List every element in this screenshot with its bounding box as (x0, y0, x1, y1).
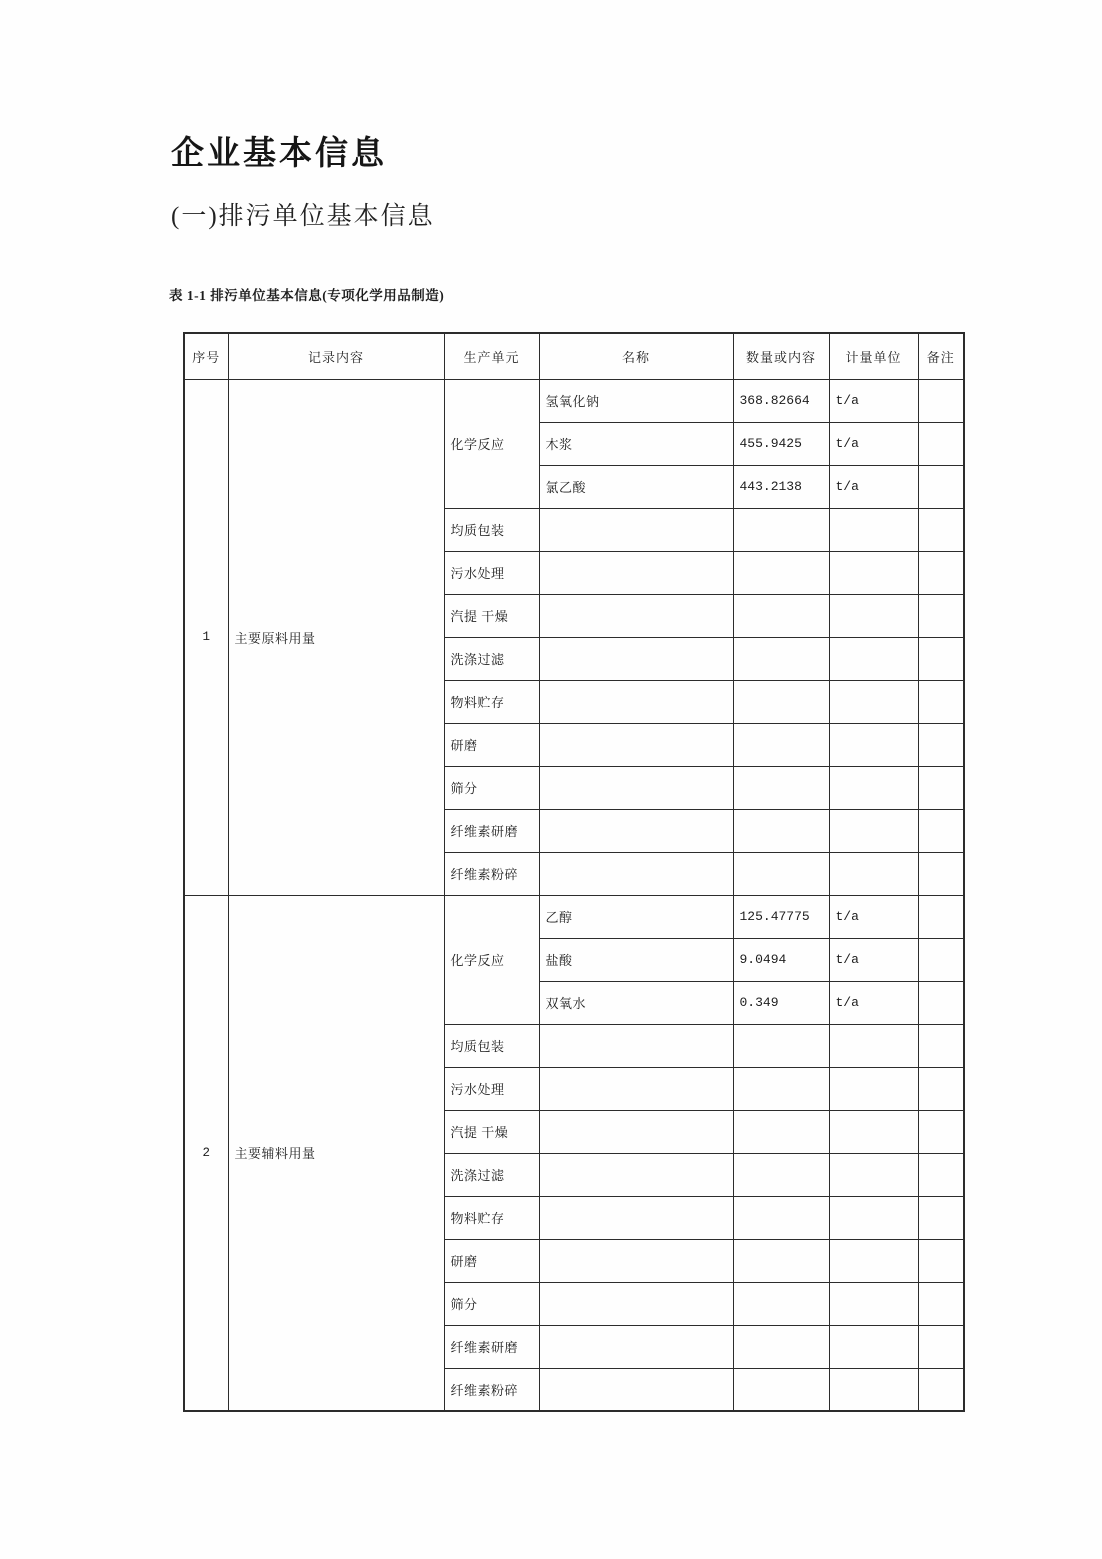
unit-cell (829, 1067, 918, 1110)
unit-cell (829, 594, 918, 637)
production-unit-cell: 筛分 (444, 766, 539, 809)
unit-cell (829, 1024, 918, 1067)
remark-cell (918, 1067, 964, 1110)
production-unit-cell: 化学反应 (444, 895, 539, 1024)
remark-cell (918, 852, 964, 895)
col-header-remark: 备注 (918, 333, 964, 379)
production-unit-cell: 汽提 干燥 (444, 1110, 539, 1153)
remark-cell (918, 379, 964, 422)
unit-cell: t/a (829, 379, 918, 422)
col-header-index: 序号 (184, 333, 228, 379)
material-name-cell: 氢氧化钠 (539, 379, 733, 422)
table-row (184, 895, 964, 938)
section-heading: (一)排污单位基本信息 (171, 203, 435, 230)
unit-cell (829, 1110, 918, 1153)
quantity-cell: 443.2138 (733, 465, 829, 508)
remark-cell (918, 1153, 964, 1196)
col-header-name: 名称 (539, 333, 733, 379)
remark-cell (918, 508, 964, 551)
table-caption: 表 1-1 排污单位基本信息(专项化学用品制造) (169, 288, 445, 303)
remark-cell (918, 594, 964, 637)
quantity-cell (733, 766, 829, 809)
page-title: 企业基本信息 (171, 136, 387, 172)
unit-cell (829, 1282, 918, 1325)
material-name-cell (539, 508, 733, 551)
remark-cell (918, 1239, 964, 1282)
material-name-cell (539, 1153, 733, 1196)
col-header-production-unit: 生产单元 (444, 333, 539, 379)
production-unit-cell: 筛分 (444, 1282, 539, 1325)
production-unit-cell: 污水处理 (444, 551, 539, 594)
material-name-cell: 盐酸 (539, 938, 733, 981)
remark-cell (918, 981, 964, 1024)
col-header-quantity: 数量或内容 (733, 333, 829, 379)
unit-cell (829, 637, 918, 680)
material-name-cell (539, 594, 733, 637)
index-cell: 1 (184, 379, 228, 895)
col-header-record-content: 记录内容 (228, 333, 444, 379)
quantity-cell (733, 1282, 829, 1325)
production-unit-cell: 均质包装 (444, 508, 539, 551)
material-name-cell (539, 852, 733, 895)
material-name-cell (539, 1282, 733, 1325)
table-row (184, 379, 964, 422)
remark-cell (918, 1325, 964, 1368)
unit-cell (829, 680, 918, 723)
quantity-cell (733, 1067, 829, 1110)
quantity-cell (733, 551, 829, 594)
unit-cell (829, 1196, 918, 1239)
quantity-cell (733, 1024, 829, 1067)
remark-cell (918, 1024, 964, 1067)
unit-cell (829, 809, 918, 852)
material-name-cell: 氯乙酸 (539, 465, 733, 508)
unit-cell (829, 1153, 918, 1196)
production-unit-cell: 污水处理 (444, 1067, 539, 1110)
material-name-cell (539, 1325, 733, 1368)
remark-cell (918, 1282, 964, 1325)
quantity-cell: 125.47775 (733, 895, 829, 938)
material-name-cell (539, 1239, 733, 1282)
production-unit-cell: 研磨 (444, 723, 539, 766)
production-unit-cell: 物料贮存 (444, 680, 539, 723)
material-name-cell: 木浆 (539, 422, 733, 465)
material-name-cell (539, 551, 733, 594)
production-unit-cell: 洗涤过滤 (444, 1153, 539, 1196)
quantity-cell (733, 809, 829, 852)
quantity-cell (733, 680, 829, 723)
remark-cell (918, 1368, 964, 1411)
remark-cell (918, 766, 964, 809)
production-unit-cell: 研磨 (444, 1239, 539, 1282)
material-name-cell (539, 1024, 733, 1067)
remark-cell (918, 938, 964, 981)
unit-cell: t/a (829, 895, 918, 938)
material-name-cell (539, 1110, 733, 1153)
unit-cell (829, 852, 918, 895)
record-content-cell: 主要原料用量 (228, 379, 444, 895)
remark-cell (918, 1110, 964, 1153)
remark-cell (918, 551, 964, 594)
production-unit-cell: 纤维素粉碎 (444, 852, 539, 895)
quantity-cell (733, 1153, 829, 1196)
quantity-cell: 0.349 (733, 981, 829, 1024)
production-unit-cell: 纤维素粉碎 (444, 1368, 539, 1411)
unit-cell (829, 1368, 918, 1411)
quantity-cell: 455.9425 (733, 422, 829, 465)
material-name-cell: 乙醇 (539, 895, 733, 938)
unit-cell: t/a (829, 422, 918, 465)
unit-cell (829, 1239, 918, 1282)
quantity-cell: 9.0494 (733, 938, 829, 981)
remark-cell (918, 680, 964, 723)
quantity-cell (733, 594, 829, 637)
production-unit-cell: 洗涤过滤 (444, 637, 539, 680)
production-unit-cell: 纤维素研磨 (444, 1325, 539, 1368)
unit-cell (829, 1325, 918, 1368)
remark-cell (918, 637, 964, 680)
material-name-cell (539, 809, 733, 852)
production-unit-cell: 均质包装 (444, 1024, 539, 1067)
material-name-cell: 双氧水 (539, 981, 733, 1024)
material-name-cell (539, 637, 733, 680)
material-name-cell (539, 1196, 733, 1239)
production-unit-cell: 物料贮存 (444, 1196, 539, 1239)
remark-cell (918, 809, 964, 852)
material-name-cell (539, 723, 733, 766)
production-unit-cell: 纤维素研磨 (444, 809, 539, 852)
material-name-cell (539, 766, 733, 809)
quantity-cell (733, 1110, 829, 1153)
basic-info-table (183, 332, 965, 1412)
production-unit-cell: 化学反应 (444, 379, 539, 508)
material-name-cell (539, 1368, 733, 1411)
quantity-cell (733, 723, 829, 766)
remark-cell (918, 1196, 964, 1239)
unit-cell (829, 766, 918, 809)
remark-cell (918, 465, 964, 508)
quantity-cell: 368.82664 (733, 379, 829, 422)
unit-cell (829, 723, 918, 766)
unit-cell (829, 551, 918, 594)
unit-cell: t/a (829, 981, 918, 1024)
material-name-cell (539, 680, 733, 723)
production-unit-cell: 汽提 干燥 (444, 594, 539, 637)
quantity-cell (733, 637, 829, 680)
quantity-cell (733, 852, 829, 895)
record-content-cell: 主要辅料用量 (228, 895, 444, 1411)
table-header-row (184, 333, 964, 379)
unit-cell: t/a (829, 938, 918, 981)
material-name-cell (539, 1067, 733, 1110)
quantity-cell (733, 1368, 829, 1411)
col-header-unit: 计量单位 (829, 333, 918, 379)
quantity-cell (733, 1239, 829, 1282)
quantity-cell (733, 1325, 829, 1368)
remark-cell (918, 895, 964, 938)
quantity-cell (733, 1196, 829, 1239)
unit-cell: t/a (829, 465, 918, 508)
unit-cell (829, 508, 918, 551)
quantity-cell (733, 508, 829, 551)
remark-cell (918, 422, 964, 465)
remark-cell (918, 723, 964, 766)
index-cell: 2 (184, 895, 228, 1411)
